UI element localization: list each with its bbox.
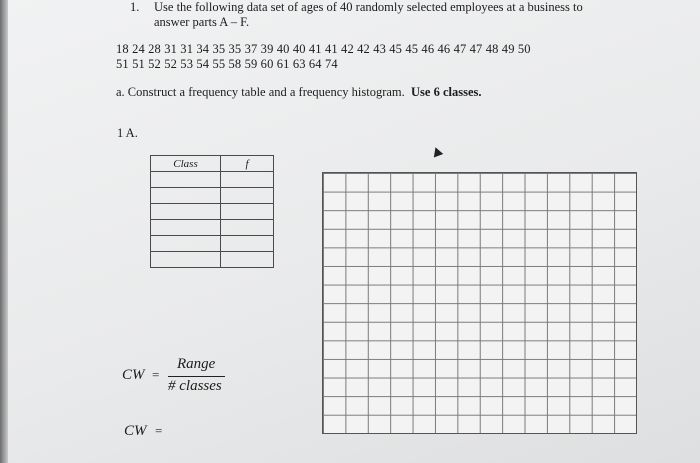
histogram-graph-grid[interactable] <box>322 172 637 434</box>
data-set-line-2: 51 51 52 52 53 54 55 58 59 60 61 63 64 74 <box>116 57 338 71</box>
table-cell-class[interactable] <box>151 252 221 268</box>
table-row <box>151 220 274 236</box>
table-cell-frequency[interactable] <box>221 172 274 188</box>
section-label: 1 A. <box>117 126 138 140</box>
table-header-row <box>151 156 274 172</box>
formula-denominator: # classes <box>168 378 222 394</box>
table-cell-frequency[interactable] <box>221 236 274 252</box>
table-cell-frequency[interactable] <box>221 204 274 220</box>
photo-edge-shadow <box>0 0 8 463</box>
table-cell-class[interactable] <box>151 188 221 204</box>
part-a-text: a. Construct a frequency table and a frequency histogram. <box>116 85 405 99</box>
data-set-line-1: 18 24 28 31 31 34 35 35 37 39 40 40 41 41 42 42 43 45 45 46 46 47 47 48 49 50 <box>116 42 531 56</box>
table-cell-frequency[interactable] <box>221 252 274 268</box>
formula-numerator: Range <box>177 356 216 372</box>
table-cell-class[interactable] <box>151 172 221 188</box>
formula-equals: = <box>152 367 160 382</box>
fraction-bar <box>168 376 225 377</box>
table-cell-frequency[interactable] <box>221 220 274 236</box>
cw-answer-lhs: CW <box>124 423 147 439</box>
table-row <box>151 252 274 268</box>
part-a-emphasis: Use 6 classes. <box>411 85 482 99</box>
question-text-line-1: Use the following data set of ages of 40 randomly selected employees at a business to <box>154 0 583 14</box>
formula-lhs: CW <box>122 367 145 383</box>
table-cell-frequency[interactable] <box>221 188 274 204</box>
cw-answer-equals: = <box>155 423 163 438</box>
question-number: 1. <box>130 0 140 14</box>
table-row <box>151 204 274 220</box>
frequency-table <box>150 155 274 268</box>
table-cell-class[interactable] <box>151 220 221 236</box>
question-text-line-2: answer parts A – F. <box>154 15 250 29</box>
pointer-arrow-icon <box>431 146 443 158</box>
table-row <box>151 236 274 252</box>
table-row <box>151 188 274 204</box>
table-cell-class[interactable] <box>151 204 221 220</box>
table-cell-class[interactable] <box>151 236 221 252</box>
table-row <box>151 172 274 188</box>
part-a-instruction <box>116 85 482 100</box>
table-header-class: Class <box>151 156 221 172</box>
table-header-frequency: f <box>221 156 274 172</box>
